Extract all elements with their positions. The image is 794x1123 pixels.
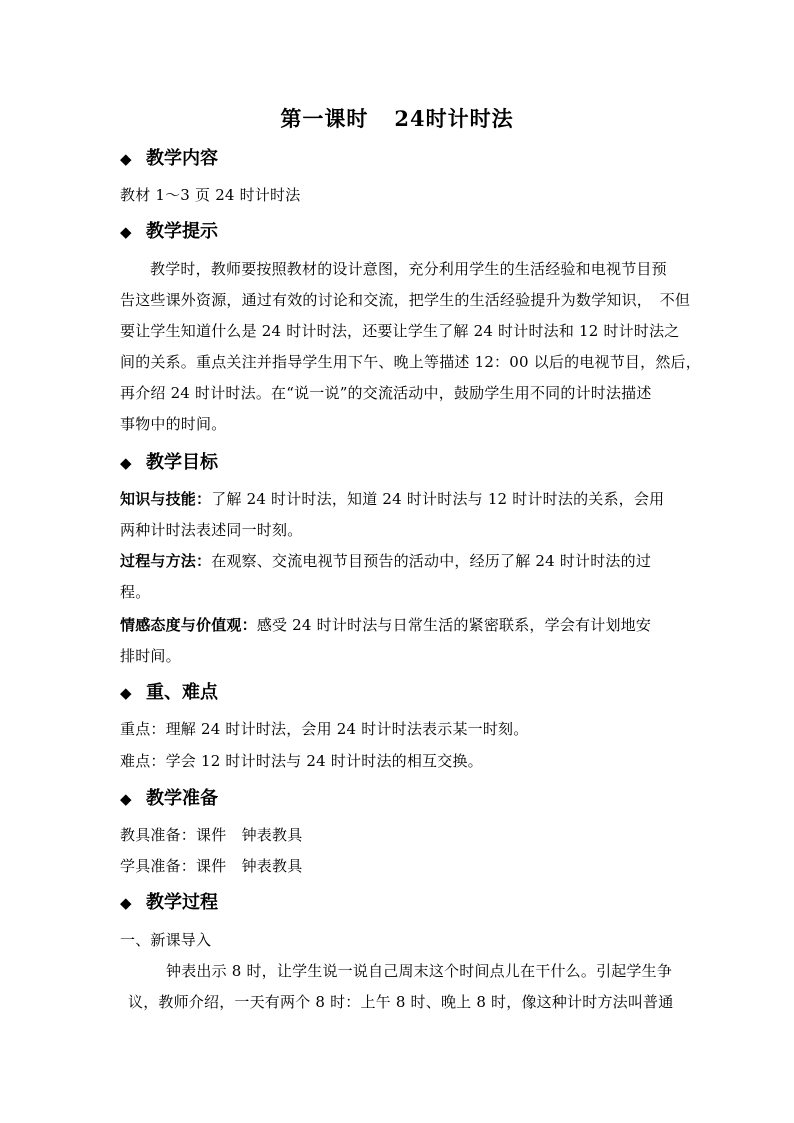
diamond-bullet-icon: ◆	[120, 454, 132, 472]
section-heading-process: ◆ 教学过程	[120, 892, 218, 913]
diamond-bullet-icon: ◆	[120, 684, 132, 702]
goal-knowledge-cont: 两种计时法表述同一时刻。	[120, 521, 303, 539]
goal-emotion-cont: 排时间。	[120, 647, 181, 665]
goal-emotion-label: 情感态度与价值观：	[120, 616, 257, 634]
section-heading-content: ◆ 教学内容	[120, 148, 218, 169]
difficult-point: 难点：学会 12 时计时法与 24 时计时法的相互交换。	[120, 752, 483, 770]
title-topic: 24时计时法	[394, 106, 514, 131]
tips-line: 间的关系。重点关注并指导学生用下午、晚上等描述 12：00 以后的电视节目，然后，	[120, 353, 701, 371]
prep-student: 学具准备：课件 钟表教具	[120, 857, 303, 875]
goal-process-label: 过程与方法：	[120, 552, 212, 570]
goal-process-cont: 程。	[120, 583, 151, 601]
goal-process: 过程与方法：在观察、交流电视节目预告的活动中，经历了解 24 时计时法的过	[120, 552, 652, 570]
section-heading-key-points: ◆ 重、难点	[120, 682, 218, 703]
section-heading-goals: ◆ 教学目标	[120, 452, 218, 473]
content-text: 教材 1～3 页 24 时计时法	[120, 186, 301, 204]
section-heading-tips: ◆ 教学提示	[120, 221, 218, 242]
diamond-bullet-icon: ◆	[120, 223, 132, 241]
page-title	[0, 103, 794, 133]
diamond-bullet-icon: ◆	[120, 894, 132, 912]
tips-line: 教学时，教师要按照教材的设计意图，充分利用学生的生活经验和电视节目预	[150, 260, 667, 278]
key-point: 重点：理解 24 时计时法，会用 24 时计时法表示某一时刻。	[120, 720, 529, 738]
tips-line: 告这些课外资源，通过有效的讨论和交流，把学生的生活经验提升为数学知识， 不但	[120, 291, 691, 309]
goal-knowledge-label: 知识与技能：	[120, 490, 212, 508]
tips-line: 事物中的时间。	[120, 415, 227, 433]
process-line: 议，教师介绍，一天有两个 8 时：上午 8 时、晚上 8 时，像这种计时方法叫普通	[128, 993, 674, 1011]
diamond-bullet-icon: ◆	[120, 150, 132, 168]
tips-line: 再介绍 24 时计时法。在“说一说”的交流活动中，鼓励学生用不同的计时法描述	[120, 384, 652, 402]
title-lesson: 第一课时	[280, 106, 369, 131]
diamond-bullet-icon: ◆	[120, 790, 132, 808]
process-line: 钟表出示 8 时，让学生说一说自己周末这个时间点儿在干什么。引起学生争	[166, 962, 673, 980]
prep-teacher: 教具准备：课件 钟表教具	[120, 826, 303, 844]
section-heading-prep: ◆ 教学准备	[120, 788, 218, 809]
tips-line: 要让学生知道什么是 24 时计时法，还要让学生了解 24 时计时法和 12 时计时法之	[120, 322, 680, 340]
goal-knowledge: 知识与技能：了解 24 时计时法，知道 24 时计时法与 12 时计时法的关系，会用	[120, 490, 665, 508]
process-step-title: 一、新课导入	[120, 931, 212, 949]
goal-emotion: 情感态度与价值观：感受 24 时计时法与日常生活的紧密联系，学会有计划地安	[120, 616, 652, 634]
